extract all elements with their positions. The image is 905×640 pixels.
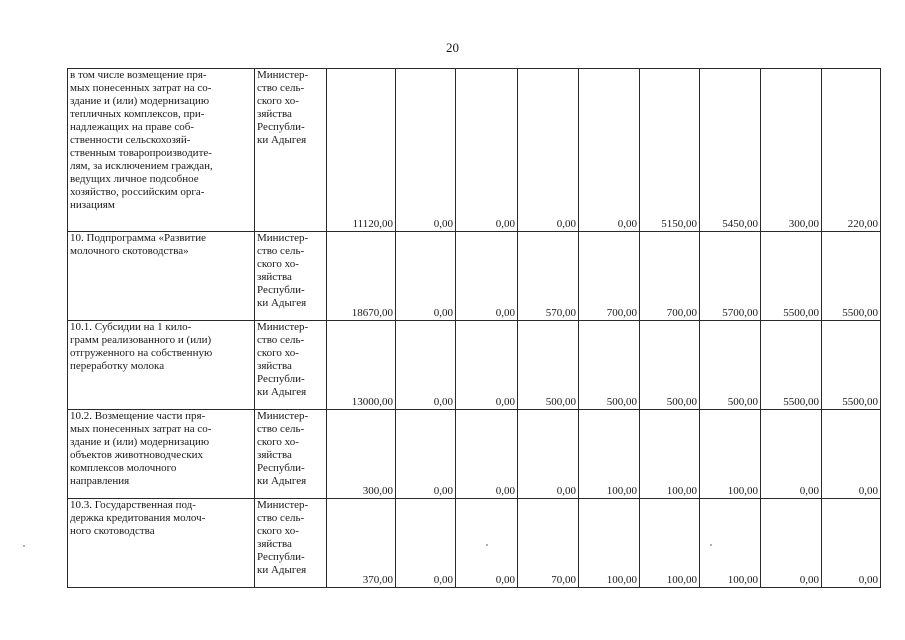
description-line: хозяйство, российским орга-: [70, 186, 205, 198]
value-cell: 100,00: [640, 410, 700, 499]
organization-line: зяйства: [257, 360, 292, 372]
row-organization: [255, 410, 327, 499]
value-cell: 0,00: [822, 410, 881, 499]
value-cell: 11120,00: [327, 69, 396, 232]
organization-line: Республи-: [257, 373, 305, 385]
organization-line: ки Адыгея: [257, 297, 307, 309]
description-line: грамм реализованного и (или): [70, 334, 212, 346]
value-cell: 5450,00: [700, 69, 761, 232]
value-cell: 500,00: [518, 321, 579, 410]
value-cell: 700,00: [579, 232, 640, 321]
description-line: ственности сельскохозяй-: [70, 134, 191, 146]
value-cell: 220,00: [822, 69, 881, 232]
row-description: [68, 69, 255, 232]
value-cell: 100,00: [579, 499, 640, 588]
value-cell: 0,00: [456, 69, 518, 232]
description-line: здание и (или) модернизацию: [70, 95, 210, 107]
row-organization: [255, 321, 327, 410]
description-line: мых понесенных затрат на со-: [70, 82, 212, 94]
value-cell: 0,00: [396, 410, 456, 499]
description-line: ственным товаропроизводите-: [70, 147, 212, 159]
organization-line: Республи-: [257, 462, 305, 474]
value-cell: 5500,00: [761, 232, 822, 321]
organization-line: ки Адыгея: [257, 564, 307, 576]
organization-line: Министер-: [257, 321, 309, 333]
description-line: ного скотоводства: [70, 525, 155, 537]
description-line: надлежащих на праве соб-: [70, 121, 195, 133]
value-cell: 500,00: [579, 321, 640, 410]
organization-line: ство сель-: [257, 245, 305, 257]
value-cell: 0,00: [396, 232, 456, 321]
organization-line: Министер-: [257, 499, 309, 511]
value-cell: 0,00: [396, 321, 456, 410]
value-cell: 18670,00: [327, 232, 396, 321]
description-line: 10.1. Субсидии на 1 кило-: [70, 321, 192, 333]
description-line: лям, за исключением граждан,: [70, 160, 213, 172]
value-cell: 300,00: [761, 69, 822, 232]
value-cell: 5500,00: [761, 321, 822, 410]
scan-dot: [486, 544, 488, 546]
value-cell: 0,00: [456, 410, 518, 499]
value-cell: 0,00: [456, 321, 518, 410]
value-cell: 500,00: [640, 321, 700, 410]
row-organization: [255, 232, 327, 321]
value-cell: 0,00: [761, 499, 822, 588]
description-line: ведущих личное подсобное: [70, 173, 199, 185]
description-line: переработку молока: [70, 360, 165, 372]
value-cell: 100,00: [700, 499, 761, 588]
value-cell: 0,00: [822, 499, 881, 588]
table-row: [68, 69, 881, 232]
organization-line: Республи-: [257, 284, 305, 296]
row-organization: [255, 69, 327, 232]
description-line: 10.3. Государственная под-: [70, 499, 196, 511]
organization-line: ство сель-: [257, 334, 305, 346]
page-number: 20: [446, 40, 459, 55]
table-row: [68, 321, 881, 410]
organization-line: ки Адыгея: [257, 475, 307, 487]
value-cell: 100,00: [640, 499, 700, 588]
organization-line: ки Адыгея: [257, 386, 307, 398]
value-cell: 0,00: [579, 69, 640, 232]
row-description: [68, 321, 255, 410]
description-line: здание и (или) модернизацию: [70, 436, 210, 448]
value-cell: 5500,00: [822, 321, 881, 410]
value-cell: 5150,00: [640, 69, 700, 232]
description-line: держка кредитования молоч-: [70, 512, 206, 524]
description-line: мых понесенных затрат на со-: [70, 423, 212, 435]
organization-line: Республи-: [257, 121, 305, 133]
table-row: [68, 232, 881, 321]
value-cell: 5700,00: [700, 232, 761, 321]
organization-line: ского хо-: [257, 347, 299, 359]
organization-line: зяйства: [257, 271, 292, 283]
value-cell: 0,00: [396, 499, 456, 588]
description-line: комплексов молочного: [70, 462, 177, 474]
description-line: 10.2. Возмещение части пря-: [70, 410, 206, 422]
organization-line: Министер-: [257, 69, 309, 81]
scan-dot: [23, 545, 25, 547]
description-line: объектов животноводческих: [70, 449, 204, 461]
table-row: [68, 410, 881, 499]
value-cell: 0,00: [396, 69, 456, 232]
organization-line: ского хо-: [257, 95, 299, 107]
organization-line: зяйства: [257, 108, 292, 120]
value-cell: 570,00: [518, 232, 579, 321]
organization-line: ство сель-: [257, 82, 305, 94]
organization-line: Министер-: [257, 410, 309, 422]
organization-line: Министер-: [257, 232, 309, 244]
value-cell: 100,00: [579, 410, 640, 499]
value-cell: 370,00: [327, 499, 396, 588]
value-cell: 70,00: [518, 499, 579, 588]
description-line: отгруженного на собственную: [70, 347, 213, 359]
table-body: [68, 69, 881, 588]
description-line: молочного скотоводства»: [70, 245, 189, 257]
organization-line: ки Адыгея: [257, 134, 307, 146]
value-cell: 0,00: [518, 69, 579, 232]
description-line: в том числе возмещение пря-: [70, 69, 207, 81]
description-line: низациям: [70, 199, 115, 211]
value-cell: 300,00: [327, 410, 396, 499]
value-cell: 13000,00: [327, 321, 396, 410]
value-cell: 0,00: [518, 410, 579, 499]
value-cell: 0,00: [761, 410, 822, 499]
row-description: [68, 410, 255, 499]
organization-line: ского хо-: [257, 258, 299, 270]
value-cell: 700,00: [640, 232, 700, 321]
value-cell: 0,00: [456, 232, 518, 321]
value-cell: 500,00: [700, 321, 761, 410]
description-line: направления: [70, 475, 130, 487]
organization-line: ство сель-: [257, 512, 305, 524]
organization-line: зяйства: [257, 538, 292, 550]
value-cell: 100,00: [700, 410, 761, 499]
row-organization: [255, 499, 327, 588]
budget-table: [67, 68, 881, 588]
scan-dot: [710, 544, 712, 546]
description-line: 10. Подпрограмма «Развитие: [70, 232, 206, 244]
organization-line: ство сель-: [257, 423, 305, 435]
table-row: [68, 499, 881, 588]
description-line: тепличных комплексов, при-: [70, 108, 205, 120]
organization-line: ского хо-: [257, 436, 299, 448]
row-description: [68, 232, 255, 321]
row-description: [68, 499, 255, 588]
value-cell: 5500,00: [822, 232, 881, 321]
organization-line: зяйства: [257, 449, 292, 461]
organization-line: Республи-: [257, 551, 305, 563]
value-cell: 0,00: [456, 499, 518, 588]
organization-line: ского хо-: [257, 525, 299, 537]
